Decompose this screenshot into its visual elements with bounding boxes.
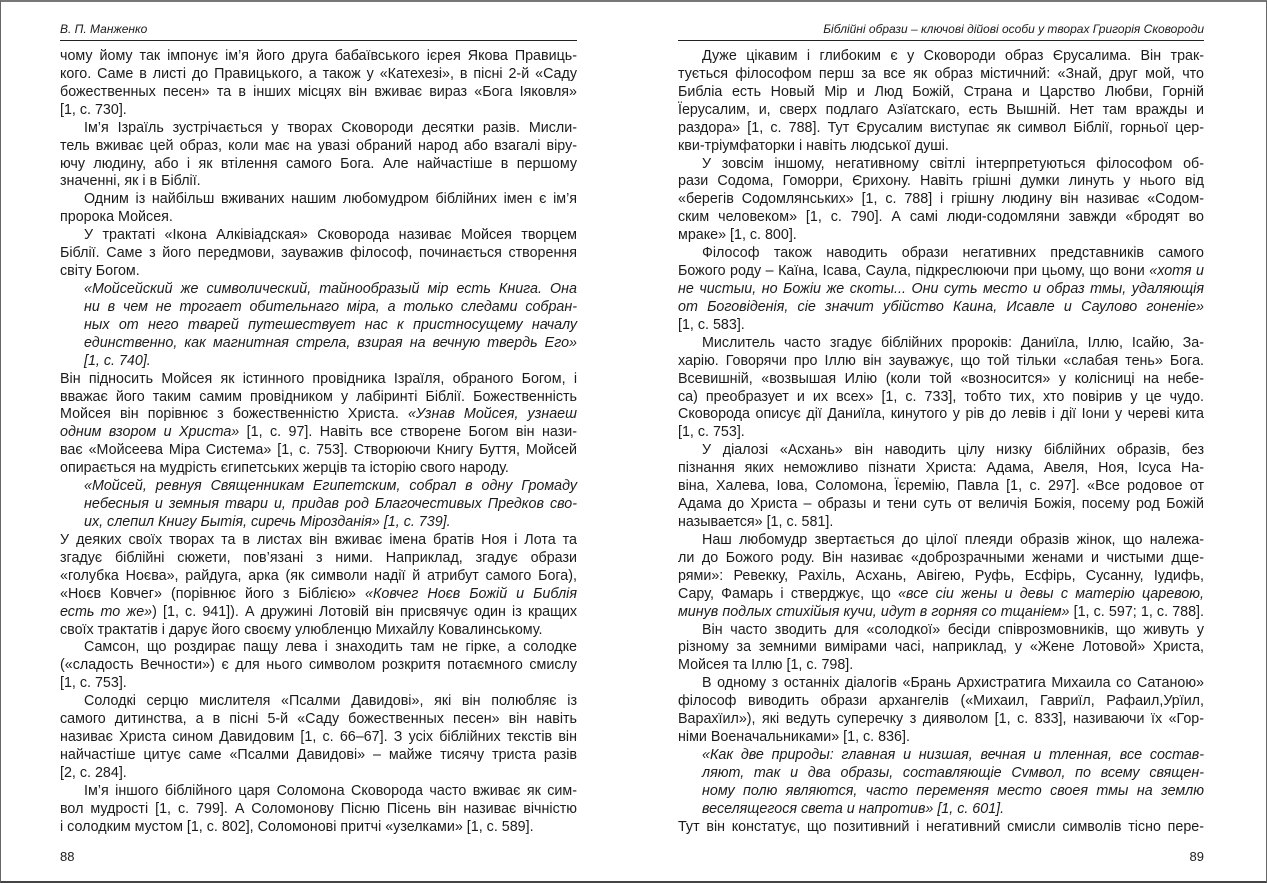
text-segment: [1, с. 597; 1, с. 788]. bbox=[1069, 603, 1204, 620]
text-line bbox=[678, 120, 1204, 138]
text-line bbox=[60, 693, 577, 711]
italic-citation: «все сіи жены и девы с матерію царевою, bbox=[898, 585, 1204, 602]
page-number: 89 bbox=[1189, 849, 1204, 864]
text-line bbox=[678, 675, 1204, 693]
text-line bbox=[60, 84, 577, 102]
text-line bbox=[678, 586, 1204, 604]
text-segment: самого дитинства, а в пісні 5-й «Саду божественных песен» він навіть bbox=[60, 711, 577, 728]
text-line bbox=[678, 532, 1204, 550]
text-segment: Мойсея він порівнює з божественністю Христа. bbox=[60, 406, 408, 423]
text-segment: Дуже цікавим і глибоким є у Сковороди образ Єрусалима. Він трак- bbox=[702, 48, 1204, 64]
italic-citation: «Мойсей, ревнуя Священникам Египетским, собрал в одну Громаду bbox=[84, 478, 577, 495]
italic-citation: ному полю являются, часто переменяя место своея тмы на землю bbox=[702, 782, 1204, 799]
text-segment: Сару, Фамарь і стверджує, що bbox=[678, 585, 899, 602]
quote-line bbox=[60, 478, 577, 496]
text-segment: Варахїил»), які ведуть суперечку з дияволом [1, с. 833], називаючи їх «Гор- bbox=[678, 711, 1204, 728]
text-line bbox=[678, 173, 1204, 191]
text-segment: Всевишній, «возвышая Илію (коли той «возносится» у колісниці на небе- bbox=[678, 370, 1204, 387]
text-segment: «Ноєв Ковчег» (порівнює його з Біблією» bbox=[60, 585, 366, 602]
text-line bbox=[60, 657, 577, 675]
text-line bbox=[678, 657, 1204, 675]
text-line bbox=[678, 442, 1204, 460]
italic-citation: ных от него тварей путешествует нас к пристносущему началу bbox=[84, 316, 577, 333]
text-segment: У деяких своїх творах та в листах він вживає імена братів Ноя і Лота та bbox=[60, 531, 577, 548]
text-line bbox=[60, 48, 577, 66]
text-segment: віна, Халева, Іова, Соломона, Їєремію, Павла [1, с. 297]. «Все родовое от bbox=[678, 478, 1204, 495]
text-segment: божественных песен» та в інших місцях він вживає вираз «Бога Іяковля» bbox=[60, 83, 577, 100]
text-segment: найчастіше цитує саме «Псалми Давидові» – майже тисячу триста разів bbox=[60, 746, 577, 763]
text-line bbox=[678, 514, 1204, 532]
text-line bbox=[60, 765, 577, 783]
italic-citation: «Узнав Мойсея, узнаеш bbox=[407, 406, 577, 423]
text-segment: філософ виводить образи архангелів («Михаил, Гавриїл, Рафаил,Урїил, bbox=[678, 693, 1204, 710]
text-segment: опирається на мудрість єгипетських жерців та історію свого народу. bbox=[60, 460, 509, 477]
italic-citation: одним взором и Христа» bbox=[60, 424, 240, 441]
text-segment: Мислитель часто згадує біблійних пророків: Даниїла, Іллю, Ісайю, За- bbox=[702, 334, 1204, 351]
text-line bbox=[60, 639, 577, 657]
italic-citation: их, слепил Книгу Бытія, сиречь Мірозданія» [1, с. 739]. bbox=[84, 513, 451, 530]
text-line bbox=[678, 568, 1204, 586]
text-line bbox=[678, 84, 1204, 102]
text-line bbox=[678, 281, 1204, 299]
text-segment: Одним із найбільш вживаних нашим любомудром біблійних імен є ім’я bbox=[84, 191, 577, 208]
text-segment: кого. Саме в листі до Правицького, а також у «Катехезі», в пісні 2-й «Саду bbox=[60, 65, 577, 82]
italic-citation: «Ковчег Ноєв Божій и Библія bbox=[365, 585, 577, 602]
text-line bbox=[60, 245, 577, 263]
text-line bbox=[60, 191, 577, 209]
text-line bbox=[60, 102, 577, 120]
text-segment: У зовсім іншому, негативному світлі інтерпретуються філософом об- bbox=[702, 155, 1204, 172]
text-segment: вол мудрості [1, с. 799]. А Соломонову Пісню Пісень він називає вічністю bbox=[60, 800, 577, 817]
page-body bbox=[60, 48, 577, 837]
text-segment: ) [1, с. 941]). А дружині Лотовій він присвячує один із кращих bbox=[152, 603, 577, 620]
text-line bbox=[60, 442, 577, 460]
text-segment: своїх трактатів і дарує його своєму улюбленцю Михайлу Ковалинському. bbox=[60, 621, 543, 638]
text-line bbox=[60, 729, 577, 747]
text-line bbox=[678, 299, 1204, 317]
text-segment: Ім’я іншого біблійного царя Соломона Сковорода часто вживає як сим- bbox=[84, 782, 577, 799]
quote-line bbox=[60, 514, 577, 532]
text-segment: рями»: Ревекку, Рахіль, Асхань, Авігею, Руфь, Есфірь, Сусанну, Іудифь, bbox=[678, 567, 1204, 584]
text-segment: Їерусалим, и, сверх подлаго Азїатскаго, есть Вышній. Нет там вражды и bbox=[678, 101, 1204, 118]
italic-citation: «Как две природы: главная и низшая, вечная и тленная, все состав- bbox=[702, 746, 1204, 763]
text-line bbox=[678, 604, 1204, 622]
quote-line bbox=[60, 317, 577, 335]
text-line bbox=[678, 209, 1204, 227]
text-line bbox=[678, 353, 1204, 371]
text-line bbox=[678, 460, 1204, 478]
text-segment: [1, с. 753]. bbox=[678, 424, 745, 441]
text-line bbox=[678, 406, 1204, 424]
text-line bbox=[60, 801, 577, 819]
text-line bbox=[678, 335, 1204, 353]
text-segment: ли до Божого роду. Він називає «доброзрачными женами и чистыми дще- bbox=[678, 549, 1204, 566]
text-segment: Солодкі серцю мислителя «Псалми Давидові», які він полюбляє із bbox=[84, 693, 577, 710]
text-segment: Мойсея та Іллю [1, с. 798]. bbox=[678, 657, 854, 674]
italic-citation: «хотя и bbox=[1149, 263, 1204, 280]
text-line bbox=[678, 156, 1204, 174]
text-line bbox=[60, 586, 577, 604]
text-segment: раздора» [1, с. 788]. Тут Єрусалим виступає як символ Біблії, горньої цер- bbox=[678, 119, 1204, 136]
text-segment: ючу людину, або і як втілення самого Бога. Але найчастіше в першому bbox=[60, 155, 577, 172]
italic-citation: ни в чем не трогает обительнаго міра, а только следами собран- bbox=[84, 298, 577, 315]
text-segment: называется» [1, с. 581]. bbox=[678, 513, 834, 530]
text-line bbox=[678, 729, 1204, 747]
italic-citation: минув подлых стихійыя кучи, идут в горняя со тщаніем» bbox=[678, 603, 1070, 620]
text-segment: рази Содома, Гоморри, Єрихону. Навіть грішні думки линуть у нього від bbox=[678, 173, 1204, 190]
text-segment: ским человеком» [1, с. 790]. А самі люди-содомляни завжди «бродят во bbox=[678, 209, 1204, 226]
text-segment: Він часто зводить для «солодкої» бесіди співрозмовників, що живуть у bbox=[702, 621, 1204, 638]
text-line bbox=[60, 460, 577, 478]
running-head-author: В. П. Манженко bbox=[60, 22, 577, 41]
text-segment: ває «Мойсеева Міра Система» [1, с. 753]. Створюючи Книгу Буття, Мойсей bbox=[60, 442, 577, 459]
text-line bbox=[678, 424, 1204, 442]
text-segment: («сладость Вечности») є для нього символом розкритя потаємного смислу bbox=[60, 657, 577, 674]
text-line bbox=[678, 711, 1204, 729]
text-line bbox=[60, 568, 577, 586]
text-segment: Сковорода описує дії Даниїла, кинутого у рів до левів і дії Іони у череві кита bbox=[678, 406, 1204, 423]
text-segment: називає Христа сином Давидовим [1, с. 66–67]. З усіх біблійних текстів він bbox=[60, 729, 577, 746]
text-line bbox=[60, 209, 577, 227]
text-segment: Адама до Христа – образы и тени суть от величія Божія, посему род Божій bbox=[678, 496, 1204, 513]
italic-citation: не чистыи, но Божіи же скоты... Они суть место и образ тмы, удаляющія bbox=[678, 280, 1204, 297]
left-page bbox=[60, 0, 577, 882]
quote-line bbox=[60, 353, 577, 371]
quote-line bbox=[678, 783, 1204, 801]
quote-line bbox=[60, 335, 577, 353]
quote-line bbox=[60, 496, 577, 514]
text-segment: Наш любомудр звертається до цілої плеяди образів жінок, що належа- bbox=[702, 531, 1204, 548]
quote-line bbox=[678, 747, 1204, 765]
text-line bbox=[60, 747, 577, 765]
text-segment: мраке» [1, с. 800]. bbox=[678, 227, 797, 244]
italic-citation: небесныя и земныя твари и, придав род Благочестивых Предков сво- bbox=[84, 496, 577, 513]
text-segment: тель вживає цей образ, коли має на увазі обраний народ або взагалі віру- bbox=[60, 137, 577, 154]
text-line bbox=[678, 263, 1204, 281]
italic-citation: от Боговіденія, сіе значит убійство Каина, Исавле и Саулово гоненіе» bbox=[678, 298, 1204, 315]
text-line bbox=[60, 819, 577, 837]
quote-line bbox=[678, 801, 1204, 819]
text-segment: В одному з останніх діалогів «Брань Архистратига Михаила со Сатаною» bbox=[702, 675, 1204, 692]
text-segment: Біблії. Саме з його передмови, зауважив філософ, починається створення bbox=[60, 245, 577, 262]
text-line bbox=[60, 424, 577, 442]
text-line bbox=[678, 622, 1204, 640]
text-line bbox=[678, 550, 1204, 568]
text-segment: різному за земними вимірами часі, наприклад, у «Жене Лотовой» Христа, bbox=[678, 639, 1204, 656]
text-segment: пророка Мойсея. bbox=[60, 209, 173, 226]
text-line bbox=[60, 406, 577, 424]
text-segment: «берегів Содомлянських» [1, с. 788] і грішну людину він називає «Содом- bbox=[678, 191, 1204, 208]
page-body bbox=[678, 48, 1204, 837]
text-segment: У трактаті «Ікона Алківіадская» Сковорода називає Мойсея творцем bbox=[84, 227, 577, 244]
text-segment: Божого роду – Каїна, Ісава, Саула, підкреслюючи при цьому, що вони bbox=[678, 263, 1150, 280]
text-segment: Библіа есть Новый Мір и Люд Божій, Страна и Царство Любви, Горній bbox=[678, 83, 1204, 100]
text-line bbox=[60, 371, 577, 389]
text-segment: Тут він констатує, що позитивний і негативний смисли символів тісно пере- bbox=[678, 818, 1204, 835]
italic-citation: «Мойсейский же символический, тайнообразый мір есть Книга. Она bbox=[84, 280, 577, 297]
text-line bbox=[60, 783, 577, 801]
text-line bbox=[678, 48, 1204, 66]
text-segment: [2, с. 284]. bbox=[60, 764, 127, 781]
text-line bbox=[678, 693, 1204, 711]
text-line bbox=[678, 66, 1204, 84]
text-line bbox=[60, 138, 577, 156]
text-line bbox=[678, 138, 1204, 156]
text-line bbox=[678, 389, 1204, 407]
text-line bbox=[678, 227, 1204, 245]
text-line bbox=[60, 604, 577, 622]
text-line bbox=[60, 66, 577, 84]
text-segment: Філософ також наводить образи негативних представників самого bbox=[702, 245, 1204, 262]
text-segment: [1, с. 730]. bbox=[60, 101, 127, 118]
text-segment: кви-тріумфаторки і навіть людської душі. bbox=[678, 137, 949, 154]
italic-citation: единственно, как магнитная стрела, взирая на вечную твердь Его» bbox=[84, 334, 577, 351]
text-segment: згадує біблійні сюжети, пов’язані з ними. Наприклад, згадує образи bbox=[60, 549, 577, 566]
text-line bbox=[60, 263, 577, 281]
text-segment: Він підносить Мойсея як істинного провідника Ізраїля, обраного Богом, і bbox=[60, 370, 577, 387]
text-line bbox=[60, 711, 577, 729]
text-line bbox=[60, 156, 577, 174]
text-line bbox=[60, 389, 577, 407]
right-page bbox=[678, 0, 1204, 882]
text-segment: світу Богом. bbox=[60, 263, 140, 280]
text-line bbox=[678, 371, 1204, 389]
text-segment: [1, с. 97]. Навіть все створене Богом він нази- bbox=[239, 424, 577, 441]
text-segment: тується філософом перш за все як образ містичний: «Знай, друг мой, что bbox=[678, 65, 1204, 82]
italic-citation: ляют, так и два образы, составляющіе Сvмвол, по всему священ- bbox=[702, 764, 1204, 781]
text-line bbox=[60, 532, 577, 550]
quote-line bbox=[678, 765, 1204, 783]
text-line bbox=[60, 622, 577, 640]
text-segment: і солодким мустом [1, с. 802], Соломонові притчі «узелками» [1, с. 589]. bbox=[60, 818, 534, 835]
text-segment: німи Военачальниками» [1, с. 836]. bbox=[678, 729, 910, 746]
text-segment: значенні, як і в Біблії. bbox=[60, 173, 201, 190]
text-segment: «голубка Ноєва», райдуга, арка (як символи надії й атрибут самого Бога), bbox=[60, 567, 577, 584]
text-segment: У діалозі «Асхань» він наводить цілу низку біблійних образів, без bbox=[702, 442, 1204, 459]
text-line bbox=[60, 675, 577, 693]
text-line bbox=[60, 120, 577, 138]
running-head-title: Біблійні образи – ключові дійові особи у творах Григорія Сковороди bbox=[678, 22, 1204, 41]
text-line bbox=[678, 317, 1204, 335]
text-line bbox=[678, 639, 1204, 657]
text-segment: пізнання яких неможливо пізнати Христа: Адама, Авеля, Ноя, Ісуса На- bbox=[678, 460, 1204, 477]
quote-line bbox=[60, 281, 577, 299]
text-segment: чому йому так імпонує ім’я його друга бабаївського ієрея Якова Правиць- bbox=[60, 48, 577, 64]
text-segment: [1, с. 753]. bbox=[60, 675, 127, 692]
text-segment: вважає його таким самим провідником у лабіринті Біблії. Божественність bbox=[60, 388, 577, 405]
text-line bbox=[678, 102, 1204, 120]
text-line bbox=[678, 496, 1204, 514]
page-number: 88 bbox=[60, 849, 75, 864]
text-segment: харію. Говорячи про Іллю він зауважує, що той тільки «слабая тень» Бога. bbox=[678, 352, 1204, 369]
text-line bbox=[678, 819, 1204, 837]
italic-citation: есть то же» bbox=[60, 603, 153, 620]
text-segment: са) преобразует и их всех» [1, с. 733], тобто тих, хто повірив у це чудо. bbox=[678, 388, 1204, 405]
text-line bbox=[60, 227, 577, 245]
text-segment: Ім’я Ізраїль зустрічається у творах Сковороди десятки разів. Мисли- bbox=[84, 119, 577, 136]
quote-line bbox=[60, 299, 577, 317]
text-line bbox=[60, 550, 577, 568]
text-line bbox=[678, 191, 1204, 209]
italic-citation: [1, с. 740]. bbox=[84, 352, 151, 369]
text-segment: Самсон, що роздирає пащу лева і знаходить там не гірке, а солодке bbox=[84, 639, 577, 656]
text-line bbox=[678, 245, 1204, 263]
text-line bbox=[678, 478, 1204, 496]
italic-citation: веселящегося света и напротив» [1, с. 601]. bbox=[702, 800, 1005, 817]
text-line bbox=[60, 173, 577, 191]
text-segment: [1, с. 583]. bbox=[678, 316, 745, 333]
